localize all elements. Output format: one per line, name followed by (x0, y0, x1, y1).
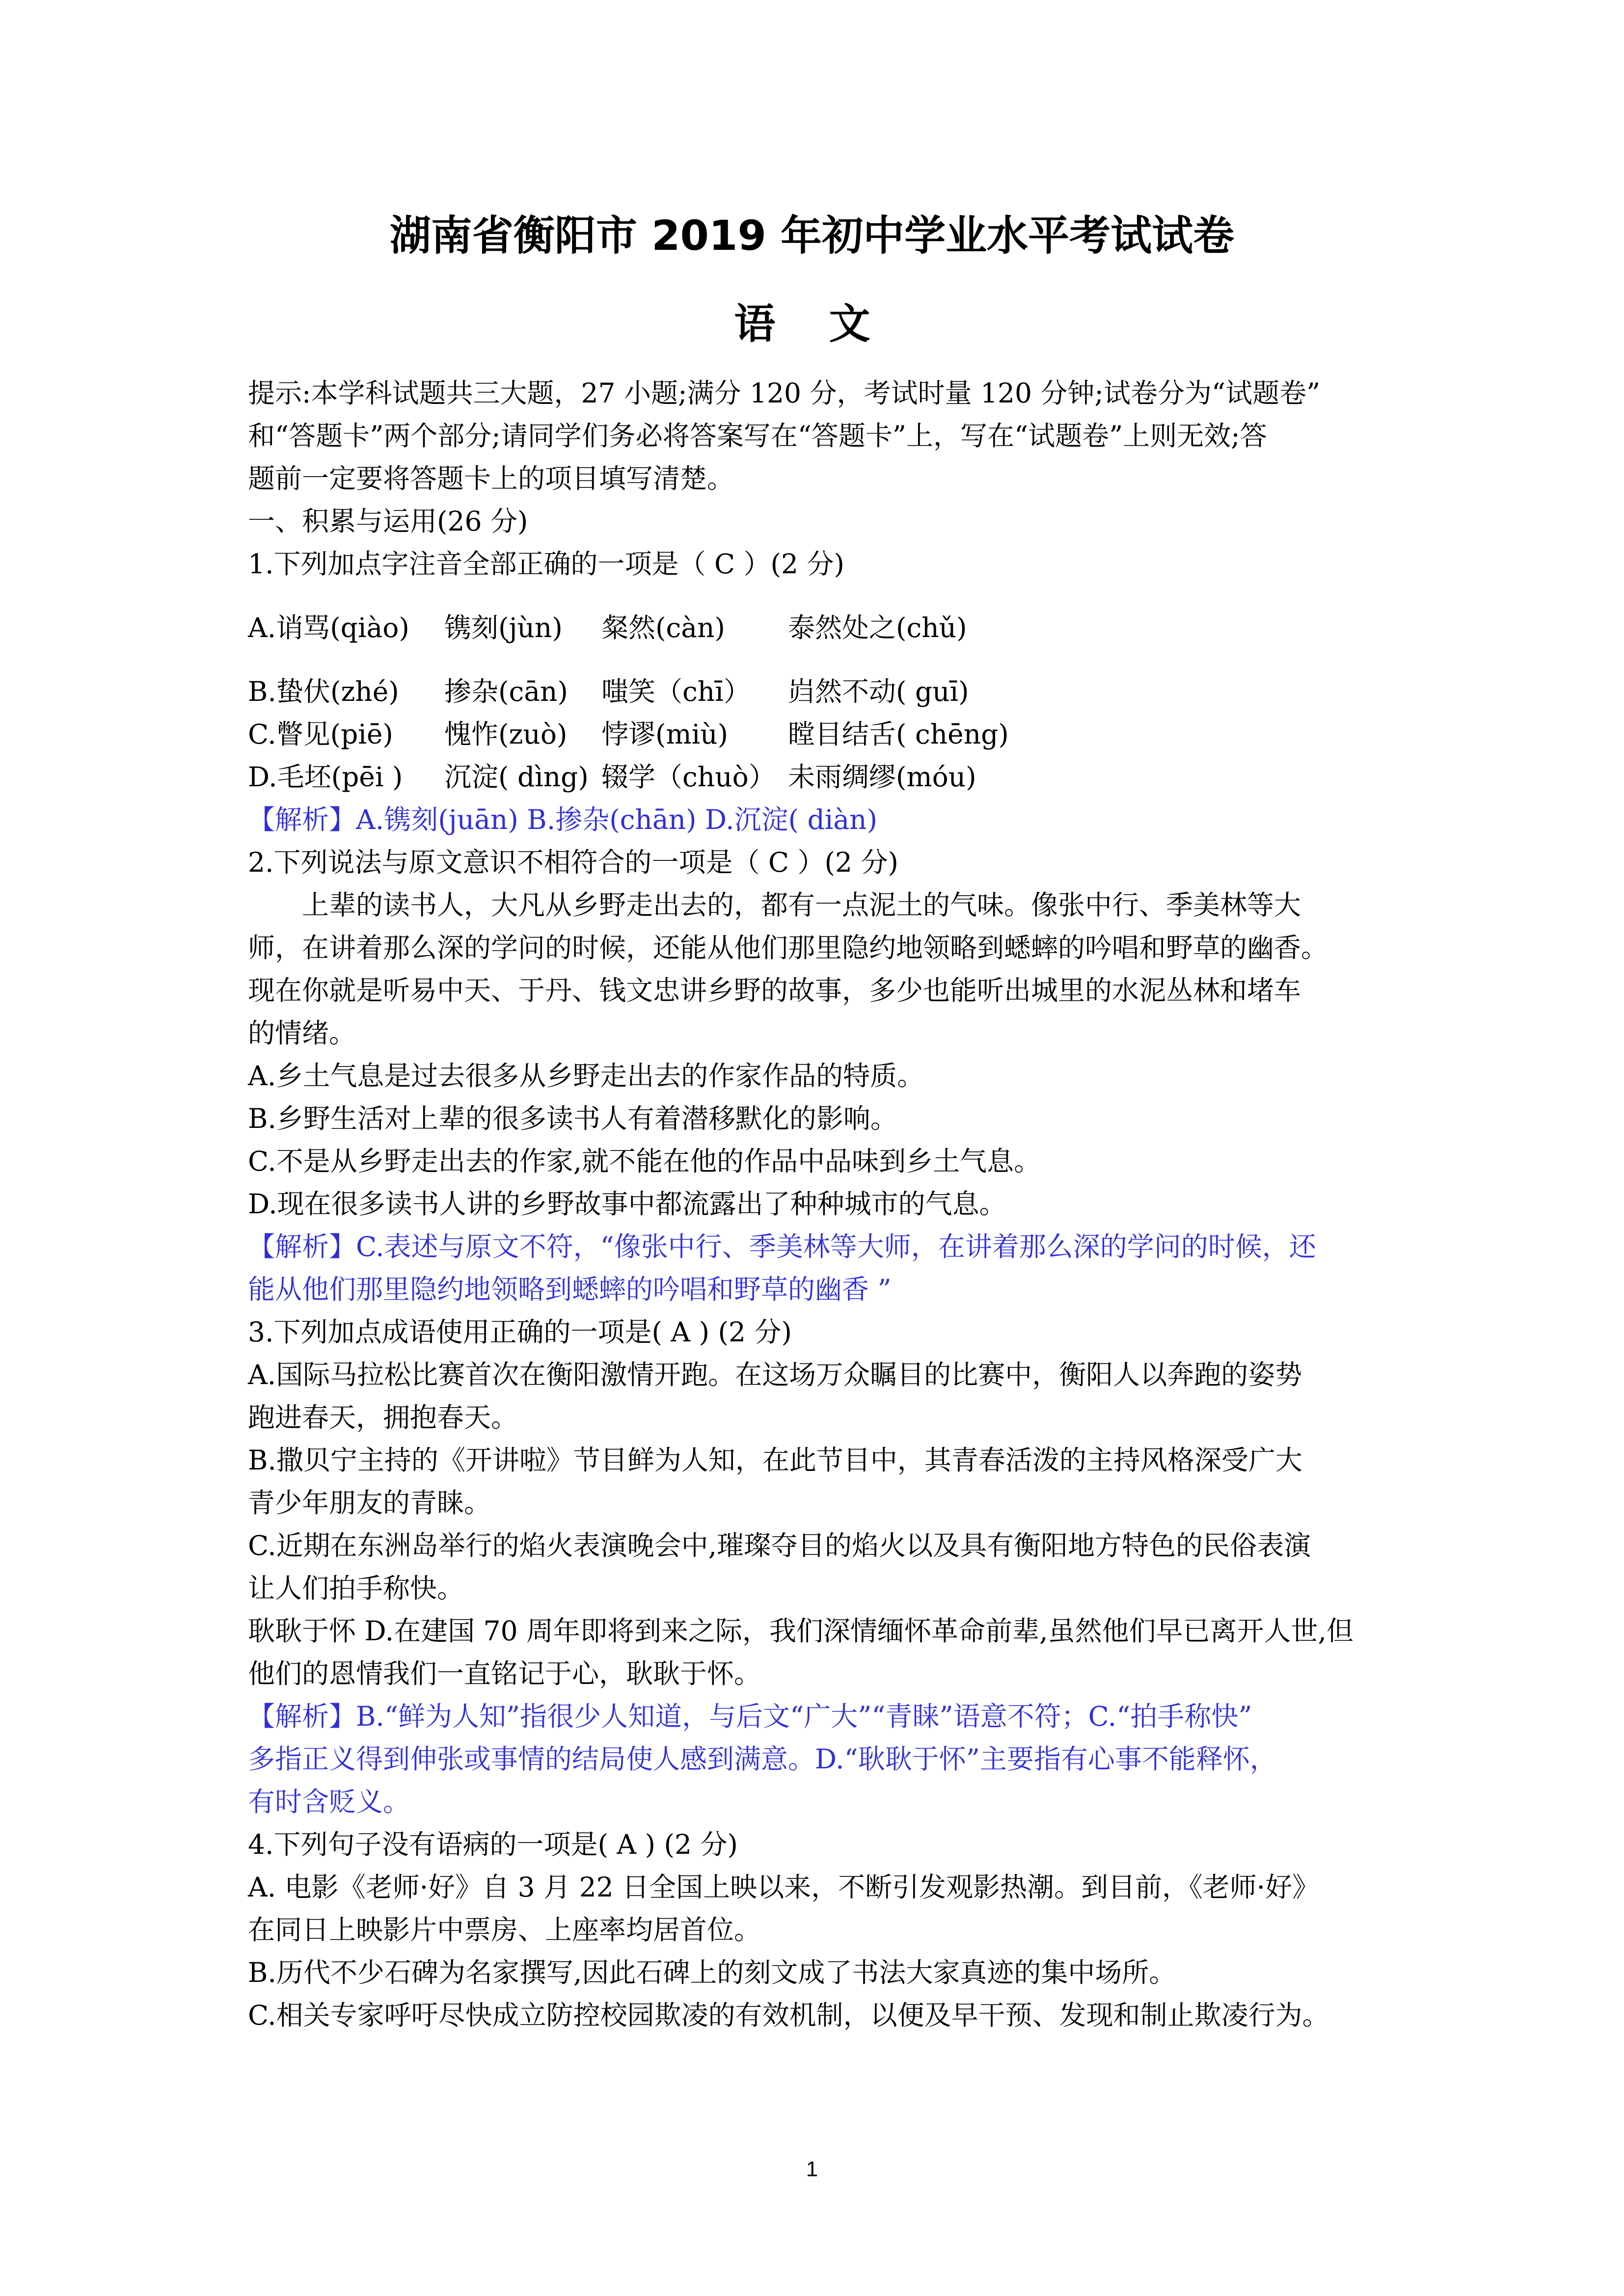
notice-line: 提示:本学科试题共三大题，27 小题;满分 120 分，考试时量 120 分钟;试卷分为“试题卷” (248, 377, 1321, 409)
question-3-line: 他们的恩情我们一直铭记于心，耿耿于怀。 (248, 1658, 761, 1689)
question-3-analysis: 多指正义得到伸张或事情的结局使人感到满意。D.“耿耿于怀”主要指有心事不能释怀， (248, 1743, 1277, 1775)
notice-line: 和“答题卡”两个部分;请同学们务必将答案写在“答题卡”上，写在“试题卷”上则无效;答 (248, 420, 1267, 452)
question-2-option-d: D.现在很多读书人讲的乡野故事中都流露出了种种城市的气息。 (248, 1188, 1006, 1220)
question-2-option-b: B.乡野生活对上辈的很多读书人有着潜移默化的影响。 (248, 1103, 897, 1134)
question-4-stem: 4.下列句子没有语病的一项是( A ) (2 分) (248, 1829, 738, 1860)
page-number: 1 (806, 2157, 818, 2181)
notice-line: 题前一定要将答题卡上的项目填写清楚。 (248, 463, 734, 494)
question-3-line: B.撒贝宁主持的《开讲啦》节目鲜为人知，在此节目中，其青春活泼的主持风格深受广大 (248, 1444, 1302, 1476)
question-2-passage-line: 师，在讲着那么深的学问的时候，还能从他们那里隐约地领略到蟋蟀的吟唱和野草的幽香。 (248, 932, 1328, 963)
question-2-analysis: 能从他们那里隐约地领略到蟋蟀的吟唱和野草的幽香 ” (248, 1274, 892, 1305)
question-3-line: 跑进春天，拥抱春天。 (248, 1402, 518, 1433)
question-2-stem: 2.下列说法与原文意识不相符合的一项是（ C ）(2 分) (248, 847, 898, 878)
question-4-line: A. 电影《老师·好》自 3 月 22 日全国上映以来，不断引发观影热潮。到目前，《老师·好》 (248, 1871, 1320, 1903)
question-3-line: 青少年朋友的青睐。 (248, 1487, 491, 1519)
question-4-line: C.相关专家呼吁尽快成立防控校园欺凌的有效机制，以便及早干预、发现和制止欺凌行为。 (248, 2000, 1329, 2031)
question-3-analysis: 【解析】B.“鲜为人知”指很少人知道，与后文“广大”“青睐”语意不符；C.“拍手称快” (248, 1701, 1252, 1732)
subject-title: 语 文 (734, 300, 890, 348)
question-1-option-d: D.毛坯(pēi ) 沉淀( dìng) 辍学（chuò） 未雨绸缪(móu) (248, 761, 976, 793)
question-2-passage-line: 上辈的读书人，大凡从乡野走出去的，都有一点泥土的气味。像张中行、季美林等大 (302, 889, 1301, 921)
question-1-option-b: B.蛰伏(zhé) 掺杂(cān) 嗤笑（chī） 岿然不动( guī) (248, 676, 969, 707)
question-2-passage-line: 现在你就是听易中天、于丹、钱文忠讲乡野的故事，多少也能听出城里的水泥丛林和堵车 (248, 975, 1301, 1006)
question-3-analysis: 有时含贬义。 (248, 1786, 410, 1817)
question-1-option-c: C.瞥见(piē) 愧怍(zuò) 悖谬(miù) 瞠目结舌( chēng) (248, 719, 1009, 750)
question-2-option-a: A.乡土气息是过去很多从乡野走出去的作家作品的特质。 (248, 1060, 924, 1092)
question-1-stem: 1.下列加点字注音全部正确的一项是（ C ）(2 分) (248, 548, 844, 580)
question-2-passage-line: 的情绪。 (248, 1017, 356, 1049)
question-2-analysis: 【解析】C.表述与原文不符，“像张中行、季美林等大师，在讲着那么深的学问的时候，还 (248, 1231, 1316, 1262)
question-1-option-a: A.诮骂(qiào) 镌刻(jùn) 粲然(càn) 泰然处之(chǔ) (248, 612, 967, 643)
exam-title: 湖南省衡阳市 2019 年初中学业水平考试试卷 (389, 212, 1235, 260)
question-3-line: C.近期在东洲岛举行的焰火表演晚会中,璀璨夺目的焰火以及具有衡阳地方特色的民俗表演 (248, 1530, 1311, 1561)
question-2-option-c: C.不是从乡野走出去的作家,就不能在他的作品中品味到乡土气息。 (248, 1146, 1041, 1177)
section-heading: 一、积累与运用(26 分) (248, 506, 528, 537)
question-3-line: 耿耿于怀 D.在建国 70 周年即将到来之际，我们深情缅怀革命前辈,虽然他们早已离开人世,但 (248, 1615, 1354, 1647)
question-1-analysis: 【解析】A.镌刻(juān) B.掺杂(chān) D.沉淀( diàn) (248, 804, 878, 835)
exam-content (248, 372, 1392, 2037)
question-4-line: 在同日上映影片中票房、上座率均居首位。 (248, 1914, 761, 1946)
question-4-line: B.历代不少石碑为名家撰写,因此石碑上的刻文成了书法大家真迹的集中场所。 (248, 1957, 1176, 1988)
question-3-line: A.国际马拉松比赛首次在衡阳激情开跑。在这场万众瞩目的比赛中，衡阳人以奔跑的姿势 (248, 1359, 1302, 1390)
question-3-stem: 3.下列加点成语使用正确的一项是( A ) (2 分) (248, 1316, 792, 1348)
question-3-line: 让人们拍手称快。 (248, 1573, 464, 1604)
